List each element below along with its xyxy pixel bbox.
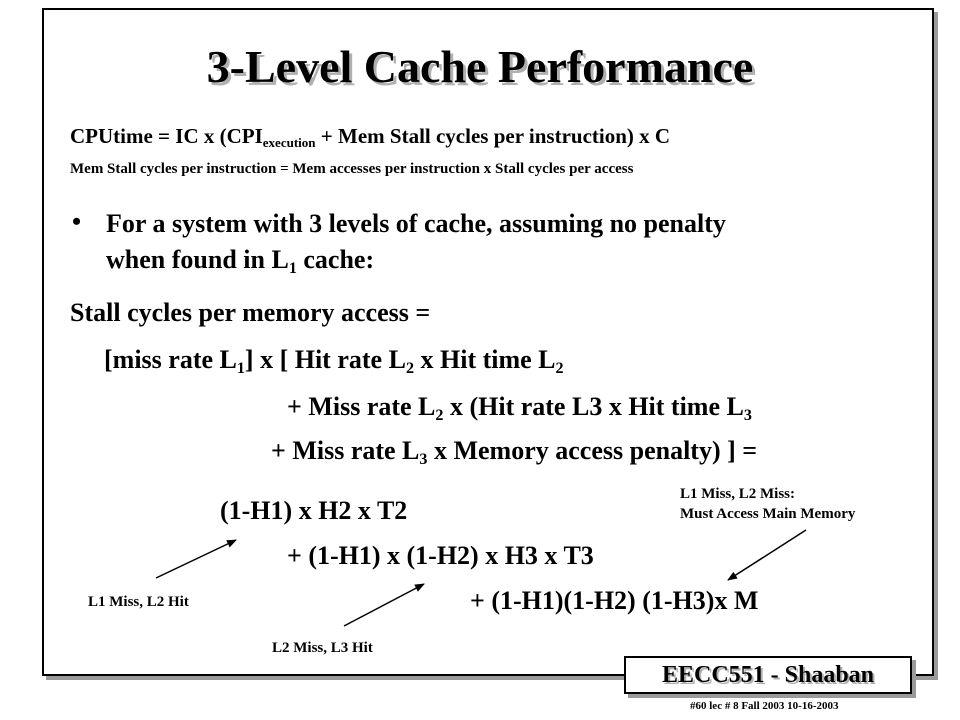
bullet-line2-pre: when found in L bbox=[106, 245, 289, 274]
formula1-pre: CPUtime = IC x (CPI bbox=[70, 124, 263, 148]
course-badge bbox=[624, 656, 912, 694]
eq1-c: x Hit time L bbox=[414, 345, 556, 374]
slide-title: 3-Level Cache Performance bbox=[206, 41, 754, 92]
eq3-b: x Memory access penalty) ] = bbox=[427, 436, 758, 465]
eq1-a: [miss rate L bbox=[104, 345, 237, 374]
eq3-a: + Miss rate L bbox=[271, 436, 420, 465]
eq2-b: x (Hit rate L3 x Hit time L bbox=[443, 392, 744, 421]
eq2-s1: 2 bbox=[435, 406, 444, 424]
annotation-l2-hit: L1 Miss, L2 Hit bbox=[88, 594, 189, 610]
eq1-b: ] x [ Hit rate L bbox=[244, 345, 406, 374]
formula1-post: + Mem Stall cycles per instruction) x C bbox=[315, 124, 671, 148]
arrow-l2-hit bbox=[156, 540, 236, 578]
stall-heading: Stall cycles per memory access = bbox=[70, 298, 431, 327]
eq1-s3: 2 bbox=[555, 359, 564, 377]
eq2-s2: 3 bbox=[743, 406, 752, 424]
mem-stall-formula: Mem Stall cycles per instruction = Mem accesses per instruction x Stall cycles per access bbox=[70, 161, 634, 177]
eq1-s1: 1 bbox=[236, 359, 245, 377]
bullet-line-1: For a system with 3 levels of cache, assuming no penalty bbox=[106, 209, 726, 238]
formula1-sub: execution bbox=[262, 134, 316, 150]
eq3-s1: 3 bbox=[419, 450, 428, 468]
course-badge-label: EECC551 - Shaaban bbox=[661, 662, 875, 688]
annotation-memory-line-2: Must Access Main Memory bbox=[680, 506, 856, 522]
result-term-1: (1-H1) x H2 x T2 bbox=[220, 496, 408, 525]
eq1-s2: 2 bbox=[405, 359, 414, 377]
result-term-2: + (1-H1) x (1-H2) x H3 x T3 bbox=[287, 541, 594, 570]
annotation-l3-hit: L2 Miss, L3 Hit bbox=[272, 640, 373, 656]
bullet-dot: • bbox=[72, 207, 82, 236]
arrow-l3-hit bbox=[344, 584, 424, 626]
bullet-line2-post: cache: bbox=[296, 245, 375, 274]
arrow-memory bbox=[728, 530, 806, 580]
result-term-3: + (1-H1)(1-H2) (1-H3)x M bbox=[470, 586, 759, 615]
slide-footer: #60 lec # 8 Fall 2003 10-16-2003 bbox=[690, 700, 839, 712]
eq2-a: + Miss rate L bbox=[287, 392, 436, 421]
bullet-line2-sub: 1 bbox=[288, 259, 297, 277]
annotation-memory-line-1: L1 Miss, L2 Miss: bbox=[680, 486, 796, 502]
